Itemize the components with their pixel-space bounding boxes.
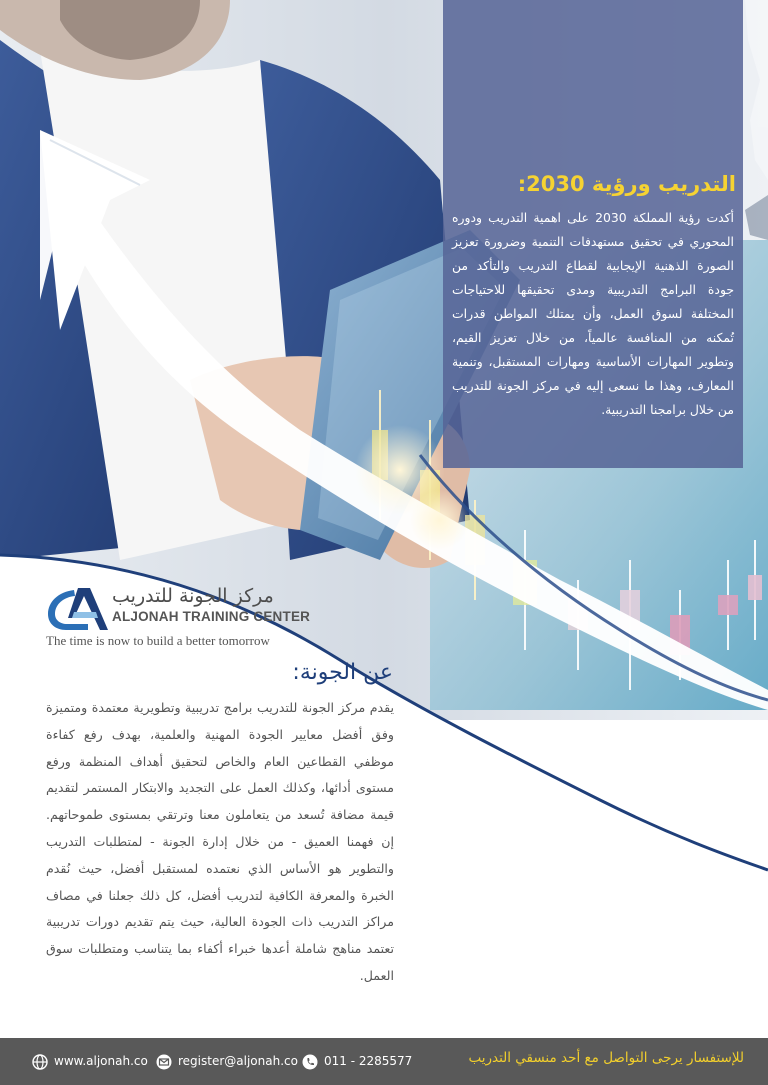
vision-title: التدريب ورؤية 2030: bbox=[517, 172, 736, 196]
vision-body: أكدت رؤية المملكة 2030 على اهمية التدريب ودوره المحوري في تحقيق مستهدفات التنمية وضرورة تعزيز الصورة الذهنية الإيجابية لقطاع التدريب والتأكد من جودة البرامج التدريبية ومدى تحقيقها للاحتياجات المختلفة لسوق العمل، وأن يمتلك المواطن قدرات تُمكنه من المنافسة عالمياً، من خلال تعزيز القيم، وتطوير المهارات الأساسية ومهارات المستقبل، وتنمية المعارف، وهذا ما نسعى إليه في مركز الجونة للتدريب من خلال برامجنا التدريبية. bbox=[452, 210, 734, 417]
footer-email[interactable] bbox=[156, 1052, 298, 1070]
footer-inquiry-text: للإستفسار يرجى التواصل مع أحد منسقي التدريب bbox=[468, 1050, 744, 1066]
phone-icon bbox=[302, 1054, 318, 1070]
logo-arabic-name: مركز الجونة للتدريب bbox=[112, 585, 274, 607]
tagline: The time is now to build a better tomorrow bbox=[46, 633, 270, 648]
footer-phone-text: 011 - 2285577 bbox=[324, 1054, 413, 1068]
about-title: عن الجونة: bbox=[292, 660, 393, 685]
footer-email-text: register@aljonah.co bbox=[178, 1054, 298, 1068]
about-body: يقدم مركز الجونة للتدريب برامج تدريبية وتطويرية معتمدة ومتميزة وفق أفضل معايير الجودة المهنية والعلمية، بهدف رفع كفاءة موظفي القطاعين العام والخاص لتحقيق أهداف المنظمة ورفع مستوى أدائها، وكذلك العمل على التجديد والابتكار المستمر لتقديم قيمة مضافة تُسعد من يتعاملون معنا وترتقي بمستوى طموحاتهم. إن فهمنا العميق - من خلال إدارة الجونة - لمتطلبات التدريب والتطوير هو الأساس الذي نعتمده لمستقبل أفضل، حيث نُقدم الخبرة والمعرفة الكافية لتدريب أفضل، كل ذلك جعلنا في مصاف مراكز التدريب ذات الجودة العالية، حيث يتم تقديم دورات تدريبية تعتمد مناهج شاملة أعدها خبراء أكفاء بما يتناسب ومتطلبات سوق العمل. bbox=[46, 700, 394, 983]
footer-website[interactable] bbox=[32, 1052, 148, 1070]
globe-icon bbox=[32, 1054, 48, 1070]
mail-icon bbox=[156, 1054, 172, 1070]
footer-website-text: www.aljonah.co bbox=[54, 1054, 148, 1068]
footer-phone[interactable] bbox=[302, 1052, 412, 1070]
logo-english-name: ALJONAH TRAINING CENTER bbox=[112, 609, 311, 624]
